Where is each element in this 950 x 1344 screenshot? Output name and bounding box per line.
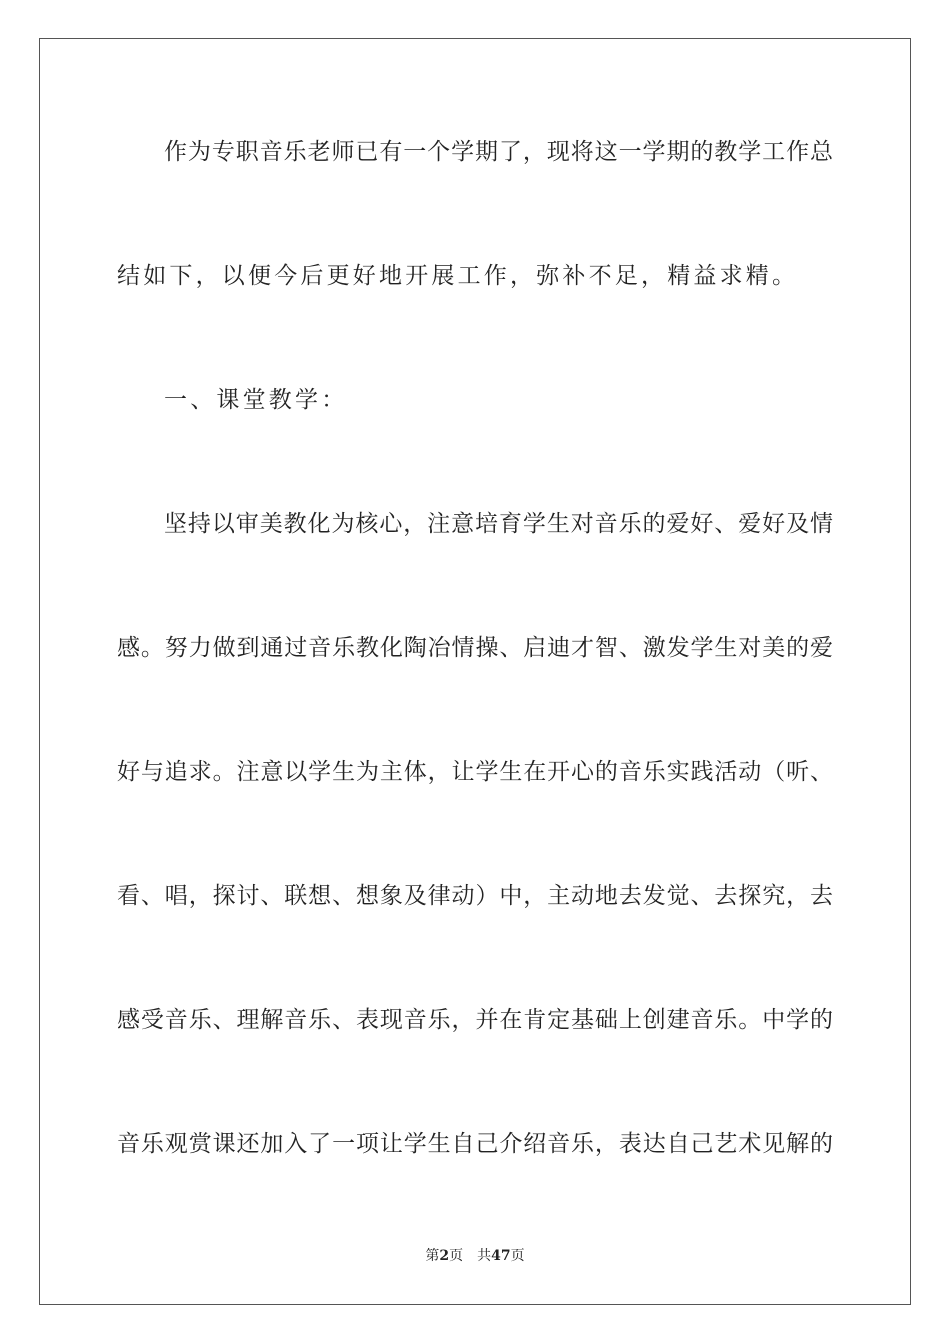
page-number: 2 — [439, 1248, 450, 1264]
page-border — [39, 38, 911, 1305]
paragraph-line-8: 感受音乐、理解音乐、表现音乐，并在肯定基础上创建音乐。中学的 — [117, 1007, 833, 1033]
section-heading: 一、课堂教学： — [164, 387, 348, 413]
page-suffix: 页 — [449, 1248, 464, 1264]
paragraph-line-7: 看、唱，探讨、联想、想象及律动）中，主动地去发觉、去探究，去 — [117, 883, 833, 909]
paragraph-line-2: 结如下，以便今后更好地开展工作，弥补不足，精益求精。 — [117, 263, 799, 289]
paragraph-line-5: 感。努力做到通过音乐教化陶冶情操、启迪才智、激发学生对美的爱 — [117, 635, 833, 661]
paragraph-line-6: 好与追求。注意以学生为主体，让学生在开心的音乐实践活动（听、 — [117, 759, 833, 785]
page-prefix: 第 — [425, 1248, 440, 1264]
total-suffix: 页 — [510, 1248, 525, 1264]
total-prefix: 共 — [477, 1248, 492, 1264]
paragraph-line-1: 作为专职音乐老师已有一个学期了，现将这一学期的教学工作总 — [164, 139, 833, 165]
total-pages: 47 — [491, 1248, 511, 1264]
paragraph-line-9: 音乐观赏课还加入了一项让学生自己介绍音乐，表达自己艺术见解的 — [117, 1131, 833, 1157]
page-footer — [0, 1246, 950, 1266]
paragraph-line-4: 坚持以审美教化为核心，注意培育学生对音乐的爱好、爱好及情 — [164, 511, 833, 537]
